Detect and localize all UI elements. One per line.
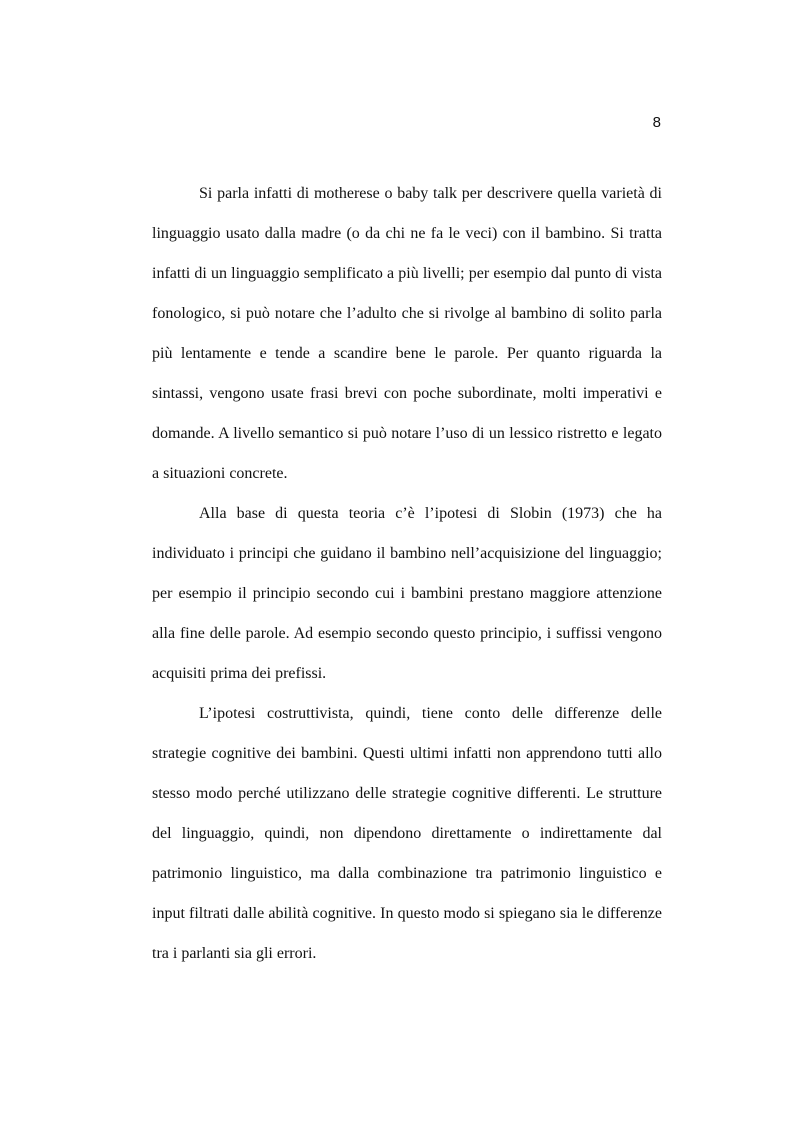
paragraph-costruttivista: L’ipotesi costruttivista, quindi, tiene conto delle differenze delle strategie cognitive dei bambini. Questi ultimi infatti non apprendono tutti allo stesso modo perché utilizzano delle strategie cognitive differenti. Le strutture del linguaggio, quindi, non dipendono direttamente o indirettamente dal patrimonio linguistico, ma dalla combinazione tra patrimonio linguistico e input filtrati dalle abilità cognitive. In questo modo si spiegano sia le differenze tra i parlanti sia gli errori. [152,705,662,962]
body-text [152,174,662,974]
paragraph-slobin: Alla base di questa teoria c’è l’ipotesi di Slobin (1973) che ha individuato i principi che guidano il bambino nell’acquisizione del linguaggio; per esempio il principio secondo cui i bambini prestano maggiore attenzione alla fine delle parole. Ad esempio secondo questo principio, i suffissi vengono acquisiti prima dei prefissi. [152,505,662,682]
paragraph-motherese: Si parla infatti di motherese o baby talk per descrivere quella varietà di linguaggio usato dalla madre (o da chi ne fa le veci) con il bambino. Si tratta infatti di un linguaggio semplificato a più livelli; per esempio dal punto di vista fonologico, si può notare che l’adulto che si rivolge al bambino di solito parla più lentamente e tende a scandire bene le parole. Per quanto riguarda la sintassi, vengono usate frasi brevi con poche subordinate, molti imperativi e domande. A livello semantico si può notare l’uso di un lessico ristretto e legato a situazioni concrete. [152,185,662,482]
page-number: 8 [652,114,661,131]
